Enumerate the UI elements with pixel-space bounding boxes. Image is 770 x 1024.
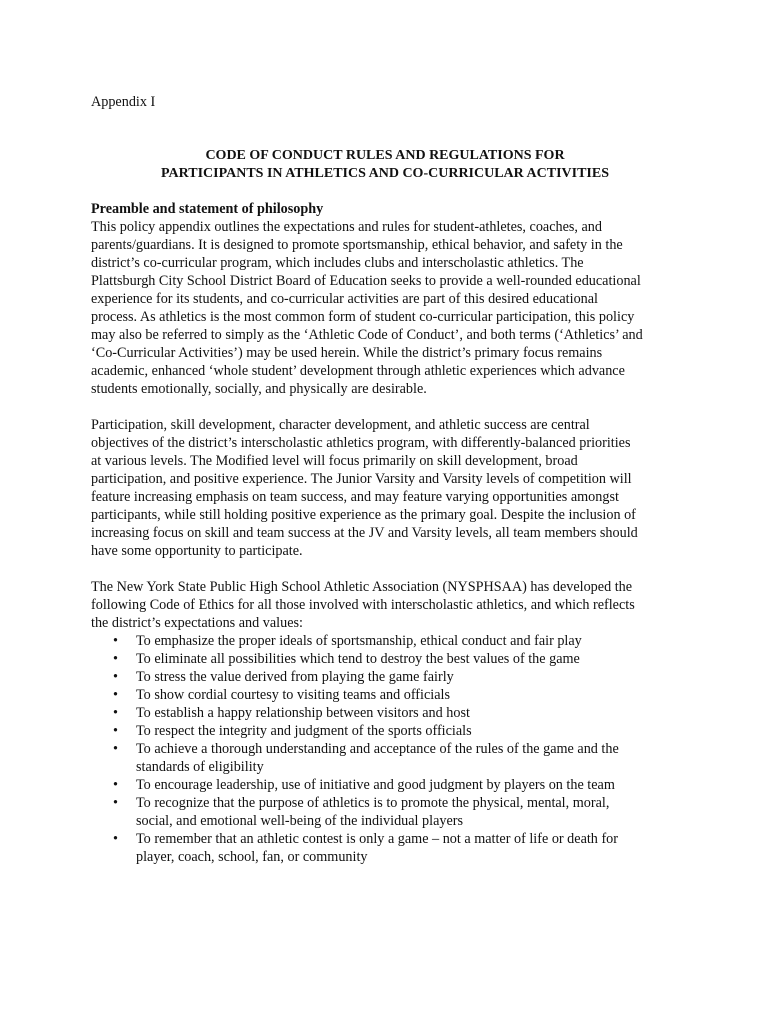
bullet-icon: • bbox=[113, 705, 118, 721]
text-line: have some opportunity to participate. bbox=[91, 543, 303, 559]
preamble-heading: Preamble and statement of philosophy bbox=[91, 201, 324, 217]
text-line: participation, and positive experience. The Junior Varsity and Varsity levels of competition will bbox=[91, 471, 632, 487]
text-line: students emotionally, socially, and physically are desirable. bbox=[91, 381, 427, 397]
code-of-ethics-list bbox=[91, 632, 691, 866]
bullet-icon: • bbox=[113, 723, 118, 739]
text-line: ‘Co-Curricular Activities’) may be used herein. While the district’s primary focus remains bbox=[91, 345, 603, 361]
list-item-text: To remember that an athletic contest is only a game – not a matter of life or death for bbox=[136, 831, 618, 847]
text-line: process. As athletics is the most common form of student co-curricular participation, this policy bbox=[91, 309, 635, 325]
bullet-icon: • bbox=[113, 669, 118, 685]
list-item-text: To emphasize the proper ideals of sportsmanship, ethical conduct and fair play bbox=[136, 633, 582, 649]
list-item bbox=[91, 740, 691, 776]
preamble-paragraph bbox=[91, 218, 691, 398]
bullet-icon: • bbox=[113, 795, 118, 811]
document-title bbox=[0, 147, 770, 183]
document-body bbox=[91, 200, 691, 866]
bullet-icon: • bbox=[113, 651, 118, 667]
title-line-2: PARTICIPANTS IN ATHLETICS AND CO-CURRICULAR ACTIVITIES bbox=[161, 166, 609, 181]
text-line: objectives of the district’s interscholastic athletics program, with differently-balanced priorities bbox=[91, 435, 631, 451]
list-item-text: To eliminate all possibilities which tend to destroy the best values of the game bbox=[136, 651, 580, 667]
text-line: the district’s expectations and values: bbox=[91, 615, 303, 631]
text-line: at various levels. The Modified level will focus primarily on skill development, broad bbox=[91, 453, 578, 469]
list-item-text: player, coach, school, fan, or community bbox=[136, 849, 368, 865]
list-item bbox=[91, 632, 691, 650]
text-line: This policy appendix outlines the expectations and rules for student-athletes, coaches, and bbox=[91, 219, 602, 235]
list-item-text: To encourage leadership, use of initiative and good judgment by players on the team bbox=[136, 777, 615, 793]
bullet-icon: • bbox=[113, 687, 118, 703]
list-item bbox=[91, 668, 691, 686]
text-line: Participation, skill development, character development, and athletic success are central bbox=[91, 417, 590, 433]
text-line: may also be referred to simply as the ‘Athletic Code of Conduct’, and both terms (‘Athletics’ and bbox=[91, 327, 643, 343]
appendix-label: Appendix I bbox=[91, 94, 156, 110]
list-item-text: social, and emotional well-being of the individual players bbox=[136, 813, 464, 829]
text-line: participants, while still holding positive experience as the primary goal. Despite the inclusion of bbox=[91, 507, 636, 523]
text-line: following Code of Ethics for all those involved with interscholastic athletics, and which reflects bbox=[91, 597, 635, 613]
text-line: experience for its students, and co-curricular activities are part of this desired educational bbox=[91, 291, 598, 307]
bullet-icon: • bbox=[113, 831, 118, 847]
list-item-text: To respect the integrity and judgment of the sports officials bbox=[136, 723, 472, 739]
text-line: academic, enhanced ‘whole student’ development through athletic experiences which advance bbox=[91, 363, 625, 379]
paragraph-gap bbox=[91, 398, 691, 416]
text-line: increasing focus on skill and team success at the JV and Varsity levels, all team members should bbox=[91, 525, 638, 541]
text-line: district’s co-curricular program, which includes clubs and interscholastic athletics. The bbox=[91, 255, 584, 271]
list-item-text: standards of eligibility bbox=[136, 759, 264, 775]
list-item bbox=[91, 650, 691, 668]
paragraph-gap bbox=[91, 560, 691, 578]
participation-paragraph bbox=[91, 416, 691, 560]
bullet-icon: • bbox=[113, 633, 118, 649]
bullet-icon: • bbox=[113, 777, 118, 793]
text-line: feature increasing emphasis on team success, and may feature varying opportunities amongst bbox=[91, 489, 619, 505]
list-item bbox=[91, 830, 691, 866]
list-item-text: To recognize that the purpose of athletics is to promote the physical, mental, moral, bbox=[136, 795, 610, 811]
bullet-icon: • bbox=[113, 741, 118, 757]
list-item bbox=[91, 776, 691, 794]
list-item-text: To show cordial courtesy to visiting teams and officials bbox=[136, 687, 450, 703]
list-item bbox=[91, 722, 691, 740]
text-line: The New York State Public High School Athletic Association (NYSPHSAA) has developed the bbox=[91, 579, 633, 595]
list-item bbox=[91, 794, 691, 830]
list-item-text: To achieve a thorough understanding and acceptance of the rules of the game and the bbox=[136, 741, 619, 757]
text-line: Plattsburgh City School District Board of Education seeks to provide a well-rounded educational bbox=[91, 273, 641, 289]
list-item bbox=[91, 686, 691, 704]
list-item-text: To stress the value derived from playing the game fairly bbox=[136, 669, 454, 685]
nysphsaa-paragraph bbox=[91, 578, 691, 632]
text-line: parents/guardians. It is designed to promote sportsmanship, ethical behavior, and safety in the bbox=[91, 237, 623, 253]
list-item-text: To establish a happy relationship between visitors and host bbox=[136, 705, 470, 721]
list-item bbox=[91, 704, 691, 722]
title-line-1: CODE OF CONDUCT RULES AND REGULATIONS FOR bbox=[205, 148, 565, 163]
